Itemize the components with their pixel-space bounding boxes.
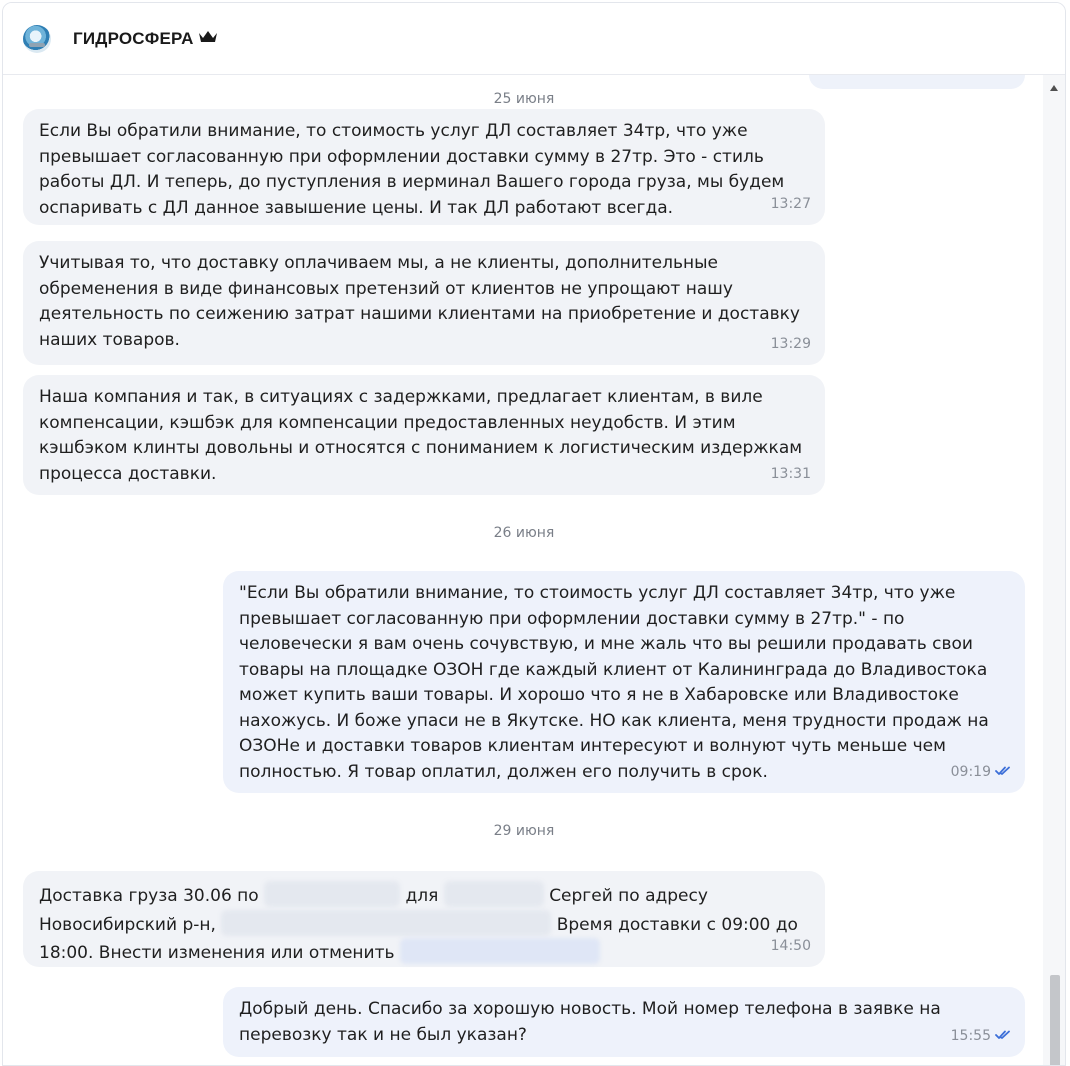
redacted-name [444,881,544,907]
message-time: 15:55 [951,1024,1011,1050]
message-line: "Если Вы обратили внимание, то стоимость услуг ДЛ составляет 34тр, что уже [239,583,956,603]
chat-header [3,3,1065,75]
message-line: Добрый день. Спасибо за хорошую новость. Мой номер телефона в заявке на [239,999,941,1019]
scroll-up-arrow-icon[interactable] [1050,85,1058,91]
message-line: деятельность по сеижению затрат нашими клиентами на приобретение и доставку [39,304,800,324]
redacted-address [221,910,551,936]
date-separator: 29 июня [493,823,555,839]
message-line: ОЗОНе и доставки товаров клиентам интересуют и волнуют чуть меньше чем [239,736,946,756]
outgoing-message[interactable] [223,987,1025,1057]
message-line: наших товаров. [39,329,180,350]
message-line: перевозку так и не был указан? [239,1024,527,1045]
message-line: Доставка груза 30.06 по для Сергей по адресу [39,881,809,910]
message-time: 14:50 [770,937,811,954]
message-time: 09:19 [951,760,1011,786]
message-line: полностью. Я товар оплатил, должен его получить в срок. [239,761,768,782]
message-line: товары на площадке ОЗОН где каждый клиент от Калининграда до Владивостока [239,659,988,680]
double-check-icon [995,760,1011,786]
message-line: превышает согласованную при оформлении доставки сумму в 27тр. Это - стиль [39,146,764,167]
message-line: Учитывая то, что доставку оплачиваем мы, а не клиенты, дополнительные [39,253,718,273]
message-line: Новосибирский р-н, Время доставки с 09:00 до [39,910,809,939]
scroll-thumb[interactable] [1050,975,1060,1066]
shop-avatar-icon[interactable] [23,25,51,53]
outgoing-message[interactable] [223,571,1025,793]
message-time: 13:31 [770,465,811,482]
incoming-message[interactable] [23,871,825,967]
incoming-message[interactable] [23,241,825,365]
message-line: превышает согласованную при оформлении доставки сумму в 27тр." - по [239,608,905,629]
message-line: 18:00. Внести изменения или отменить [39,938,809,967]
message-line: Наша компания и так, в ситуациях с задержками, предлагает клиентам, в виле [39,387,763,407]
previous-message-bubble [809,75,1025,89]
message-line: кэшбэком клинты довольны и относятся с пониманием к логистическим издержкам [39,438,803,458]
redacted-number [264,881,400,907]
message-line: процесса доставки. [39,463,217,484]
incoming-message[interactable] [23,109,825,225]
scrollbar[interactable] [1043,75,1065,1066]
message-line: может купить ваши товары. И хорошо что я не в Хабаровске или Владивостоке [239,685,959,705]
message-line: работы ДЛ. И теперь, до пуступления в иерминал Вашего города груза, мы будем [39,172,785,192]
shop-name[interactable]: ГИДРОСФЕРА [73,28,194,48]
message-list[interactable] [3,75,1045,1066]
message-line: оспаривать с ДЛ данное завышение цены. И так ДЛ работают всегда. [39,197,674,218]
double-check-icon [995,1024,1011,1050]
date-separator: 25 июня [493,91,555,107]
message-time: 13:29 [770,335,811,352]
crown-icon [198,29,218,48]
message-line: компенсации, кэшбэк для компенсации предоставленных неудобств. И этим [39,412,736,433]
message-line: человечески я вам очень сочувствую, и мне жаль что вы решили продавать свои [239,634,973,654]
date-separator: 26 июня [493,525,555,541]
incoming-message[interactable] [23,375,825,495]
message-time: 13:27 [770,195,811,212]
chat-window [2,2,1066,1066]
message-line: нахожусь. И боже упаси не в Якутске. НО как клиента, меня трудности продаж на [239,710,989,731]
message-line: обременения в виде финансовых претензий от клиентов не упрощают нашу [39,278,733,299]
redacted-link[interactable] [400,938,600,964]
message-line: Если Вы обратили внимание, то стоимость услуг ДЛ составляет 34тр, что уже [39,121,748,141]
